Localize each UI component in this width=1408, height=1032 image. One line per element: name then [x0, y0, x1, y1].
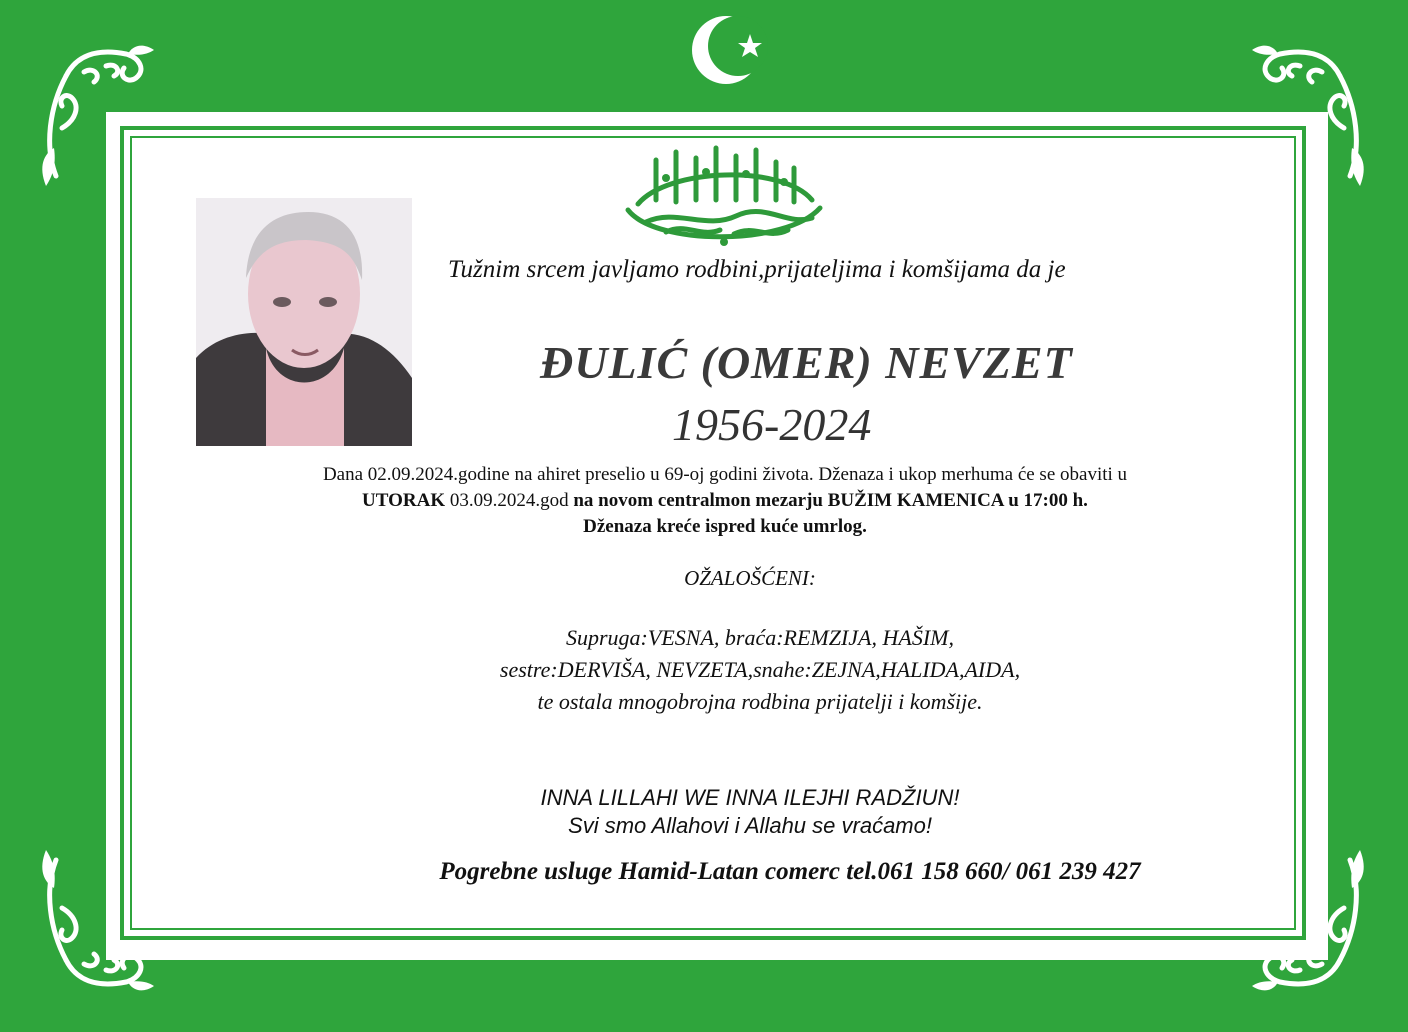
intro-text: Tužnim srcem javljamo rodbini,prijateljima i komšijama da je: [448, 256, 1066, 283]
details-line-3: [190, 514, 1260, 540]
details-day: UTORAK: [362, 490, 446, 511]
deceased-name: ĐULIĆ (OMER) NEVZET: [540, 337, 1073, 388]
crescent-star-icon: [682, 8, 782, 92]
funeral-service-contact: Pogrebne usluge Hamid-Latan comerc tel.061 158 660/ 061 239 427: [439, 858, 1141, 885]
portrait-photo: [196, 198, 412, 446]
mourners-list: [400, 622, 1120, 718]
arabic-calligraphy-icon: [616, 138, 832, 256]
details-departure: Dženaza kreće ispred kuće umrlog.: [583, 516, 867, 537]
prayer-line: Svi smo Allahovi i Allahu se vraćamo!: [568, 813, 932, 838]
funeral-details: [190, 462, 1260, 540]
details-location: na novom centralmon mezarju BUŽIM KAMENICA u 17:00 h.: [573, 490, 1088, 511]
mourners-line: sestre:DERVIŠA, NEVZETA,snahe:ZEJNA,HALIDA,AIDA,: [499, 657, 1021, 682]
details-date: 03.09.2024.god: [449, 490, 569, 511]
prayer-text: [440, 784, 1060, 840]
mourners-heading: OŽALOŠĆENI:: [684, 566, 816, 590]
mourners-line: Supruga:VESNA, braća:REMZIJA, HAŠIM,: [566, 625, 954, 650]
details-line-2: [190, 488, 1260, 514]
prayer-line: INNA LILLAHI WE INNA ILEJHI RADŽIUN!: [540, 785, 960, 810]
mourners-line: te ostala mnogobrojna rodbina prijatelji i komšije.: [537, 689, 983, 714]
details-line-1: Dana 02.09.2024.godine na ahiret preselio u 69-oj godini života. Dženaza i ukop merhuma će se obaviti u: [322, 464, 1128, 485]
life-years: 1956-2024: [672, 399, 872, 450]
